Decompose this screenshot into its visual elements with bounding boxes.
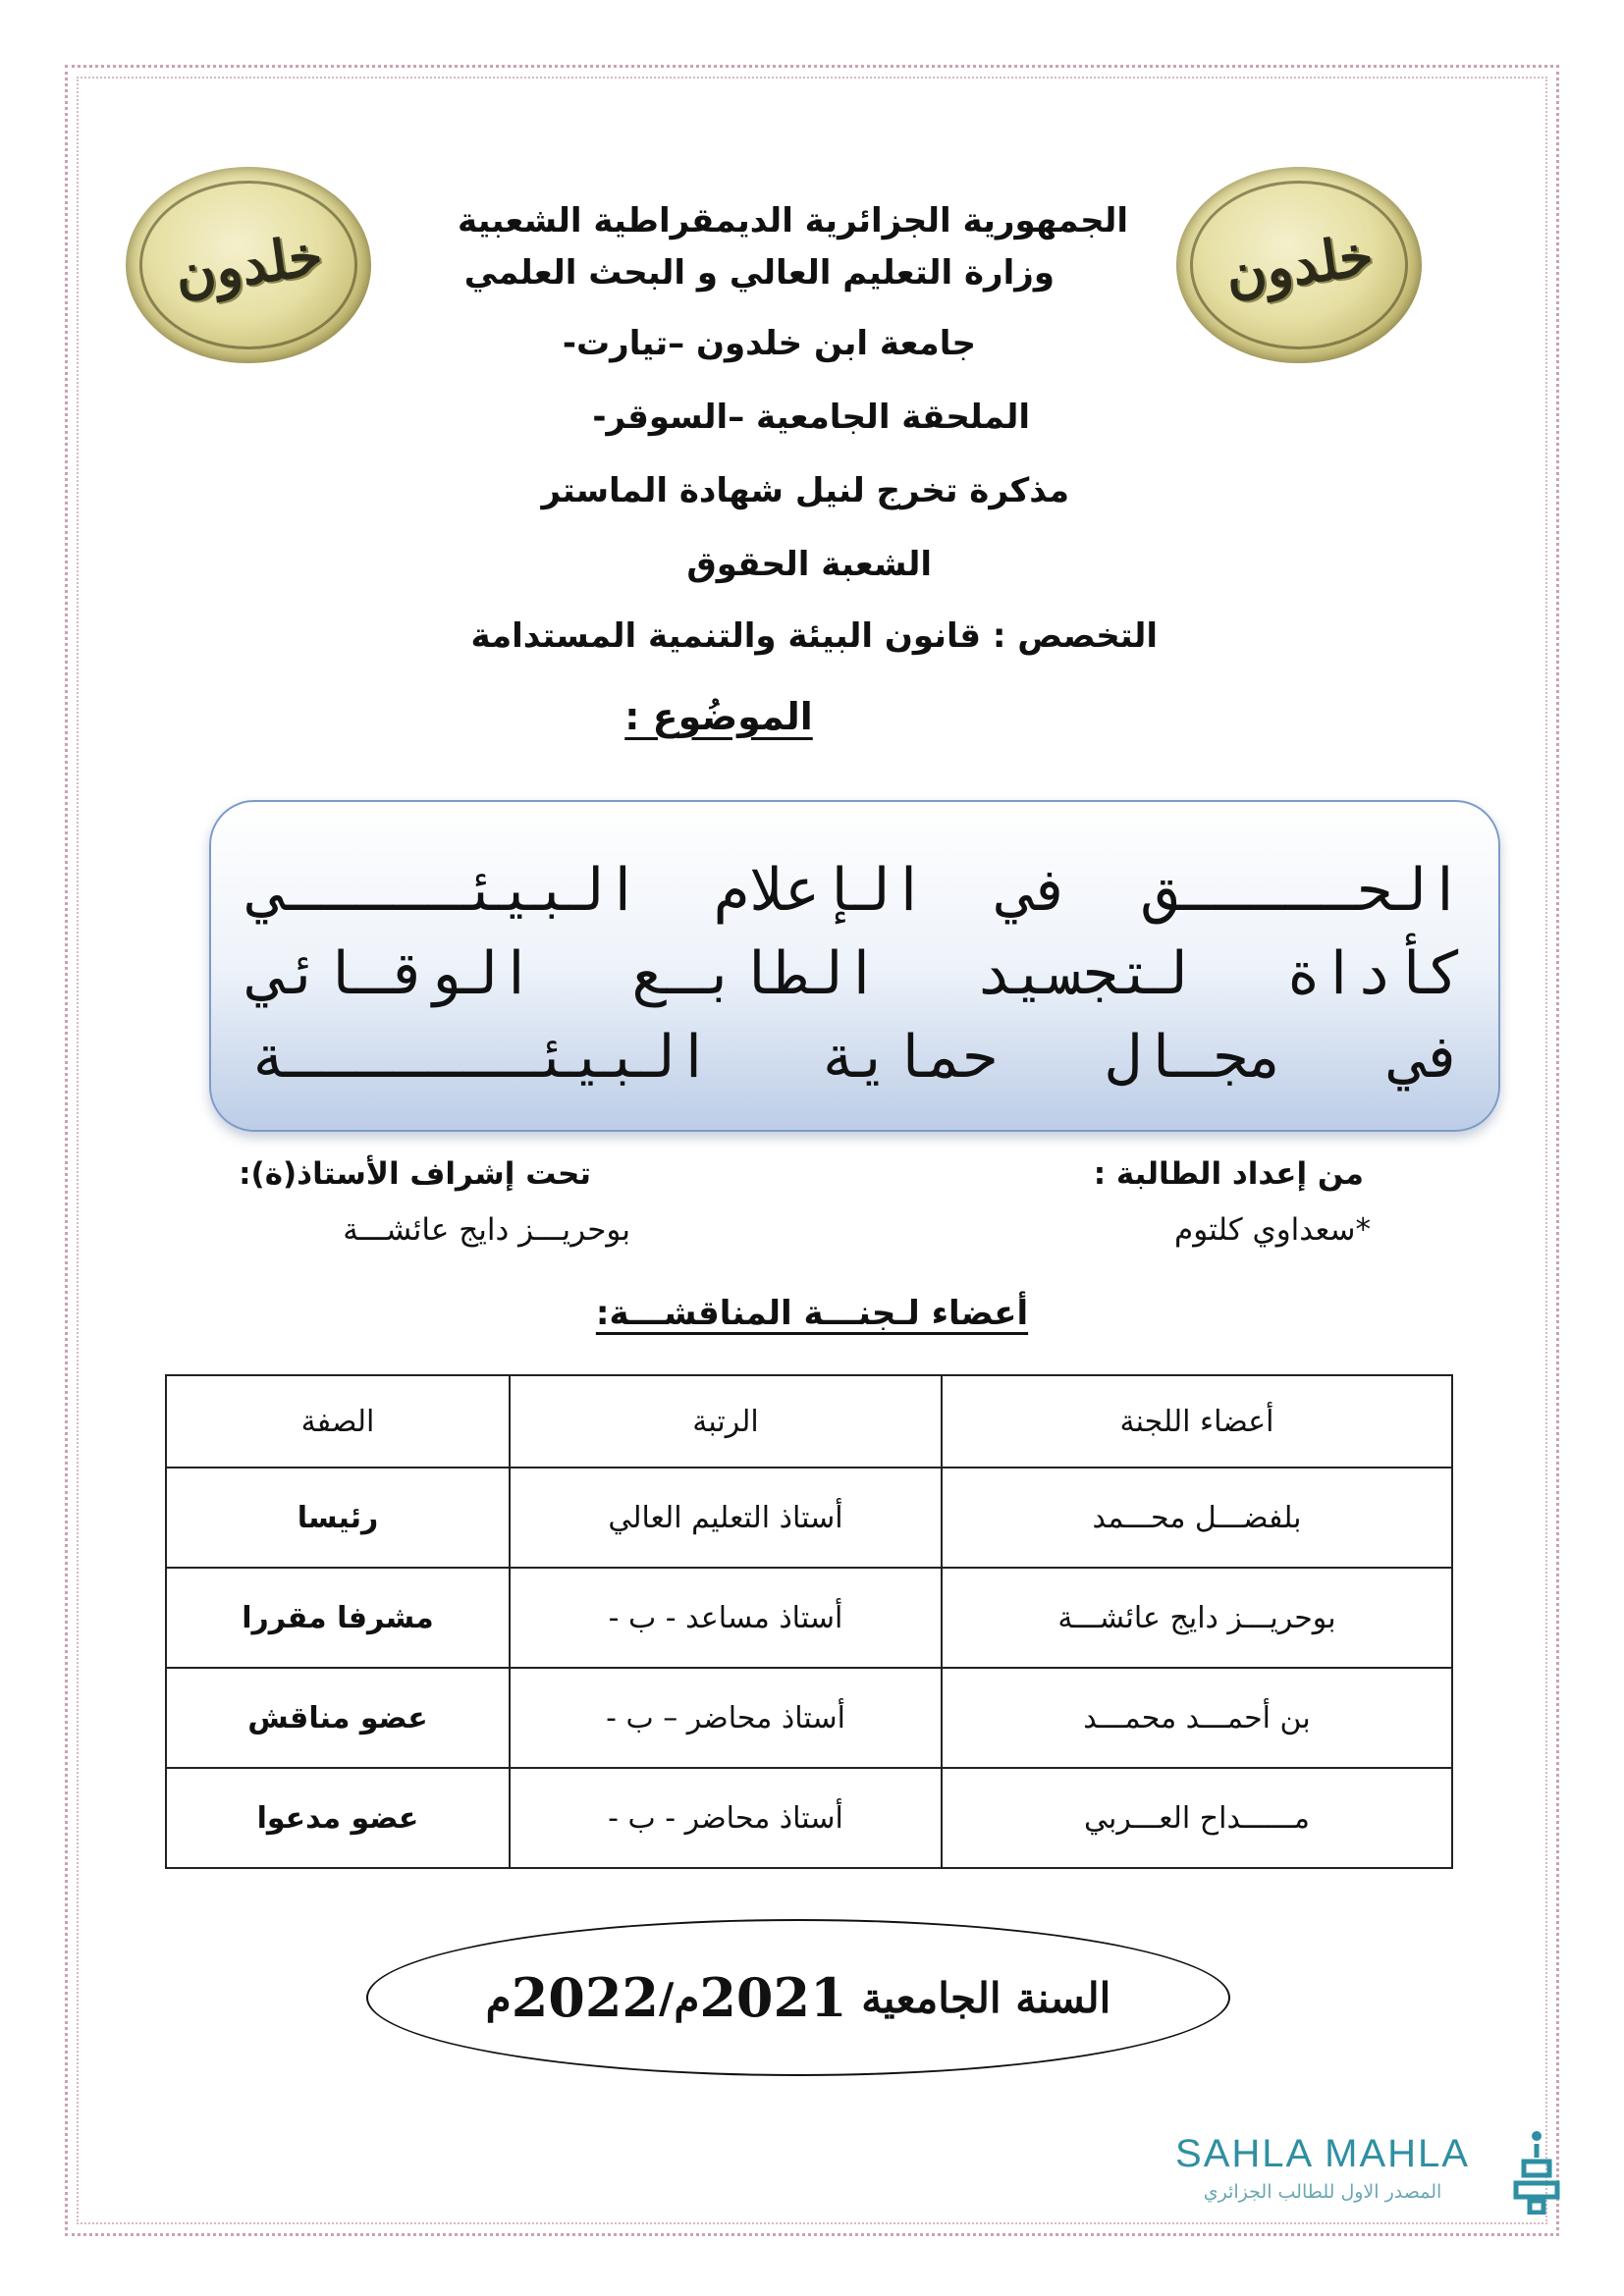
member-role: عضو مناقش bbox=[166, 1668, 510, 1768]
thesis-title-box bbox=[209, 800, 1500, 1132]
table-header-row bbox=[166, 1375, 1452, 1468]
seal-calligraphy: خلدون bbox=[1220, 222, 1378, 308]
committee-heading: أعضاء لـجنـــة المناقشـــة: bbox=[595, 1294, 1029, 1333]
university-seal-left bbox=[126, 167, 371, 363]
member-name: بوحريـــز دايج عائشـــة bbox=[942, 1568, 1452, 1668]
header-ministry: وزارة التعليم العالي و البحث العلمي bbox=[463, 253, 1055, 293]
sahla-mahla-logo bbox=[1141, 2128, 1573, 2216]
column-header-rank: الرتبة bbox=[510, 1375, 942, 1468]
member-rank: أستاذ التعليم العالي bbox=[510, 1468, 942, 1568]
table-row bbox=[166, 1668, 1452, 1768]
header-thesis: مذكرة تخرج لنيل شهادة الماستر bbox=[541, 471, 1069, 510]
supervision-label: تحت إشراف الأستاذ(ة): bbox=[239, 1156, 591, 1192]
logo-calligraphy-icon bbox=[1506, 2128, 1567, 2215]
student-name: *سعداوي كلتوم bbox=[1174, 1212, 1371, 1248]
member-role: مشرفا مقررا bbox=[166, 1568, 510, 1668]
academic-year-prefix: السنة الجامعية bbox=[861, 1973, 1111, 2022]
supervisor-name: بوحريـــز دايج عائشـــة bbox=[343, 1212, 630, 1248]
member-rank: أستاذ محاضر - ب - bbox=[510, 1768, 942, 1868]
thesis-title-line-3: في مجـال حماية البيئـــــــة bbox=[250, 1023, 1463, 1092]
member-name: بن أحمـــد محمـــد bbox=[942, 1668, 1452, 1768]
subject-label: الموضُوع : bbox=[624, 695, 813, 738]
prepared-by-label: من إعداد الطالبة : bbox=[1093, 1156, 1364, 1192]
table-row bbox=[166, 1768, 1452, 1868]
academic-year-start: 2021 bbox=[699, 1966, 847, 2029]
column-header-members: أعضاء اللجنة bbox=[942, 1375, 1452, 1468]
thesis-title-line-1: الحـــــق في الإعلام البيئـــــي bbox=[250, 856, 1463, 925]
academic-year-end: 2022 bbox=[511, 1966, 659, 2029]
table-row bbox=[166, 1568, 1452, 1668]
header-republic: الجمهورية الجزائرية الديمقراطية الشعبية bbox=[458, 201, 1128, 240]
academic-year-suffix: م bbox=[485, 1973, 512, 2022]
member-rank: أستاذ محاضر – ب - bbox=[510, 1668, 942, 1768]
academic-year-separator: م/ bbox=[658, 1973, 700, 2022]
academic-year-oval bbox=[366, 1919, 1230, 2076]
member-role: عضو مدعوا bbox=[166, 1768, 510, 1868]
committee-table bbox=[165, 1374, 1453, 1869]
thesis-title-line-2: كأداة لتجسيد الطابـع الوقـائي bbox=[250, 939, 1463, 1008]
header-university: جامعة ابن خلدون –تيارت- bbox=[562, 324, 976, 363]
logo-tagline: المصدر الاول للطالب الجزائري bbox=[1203, 2181, 1442, 2203]
header-annex: الملحقة الجامعية –السوقر- bbox=[592, 398, 1030, 437]
table-row bbox=[166, 1468, 1452, 1568]
header-specialty: التخصص : قانون البيئة والتنمية المستدامة bbox=[470, 616, 1158, 656]
seal-calligraphy: خلدون bbox=[170, 222, 327, 308]
member-role: رئيسا bbox=[166, 1468, 510, 1568]
university-seal-right bbox=[1176, 167, 1422, 363]
member-name: مــــــداح العـــربي bbox=[942, 1768, 1452, 1868]
member-rank: أستاذ مساعد - ب - bbox=[510, 1568, 942, 1668]
member-name: بلفضـــل محـــمد bbox=[942, 1468, 1452, 1568]
column-header-role: الصفة bbox=[166, 1375, 510, 1468]
logo-brand-text: SAHLA MAHLA bbox=[1175, 2132, 1470, 2175]
header-branch: الشعبة الحقوق bbox=[686, 545, 932, 584]
